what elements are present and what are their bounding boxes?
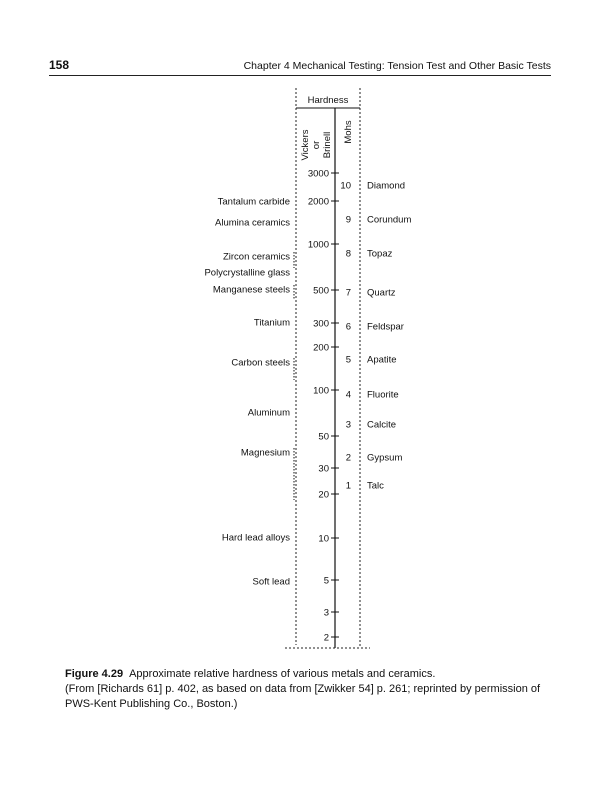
material-label: Soft lead bbox=[252, 576, 290, 588]
mineral-label: Apatite bbox=[367, 354, 397, 366]
caption-text: Approximate relative hardness of various metals and ceramics. bbox=[129, 668, 436, 680]
vickers-tick-label: 1000 bbox=[307, 239, 329, 251]
vickers-tick-label: 50 bbox=[318, 431, 329, 443]
figure-caption bbox=[65, 667, 565, 712]
mineral-label: Calcite bbox=[367, 419, 397, 431]
material-label: Manganese steels bbox=[212, 284, 290, 296]
mohs-tick-label: 10 bbox=[340, 180, 351, 192]
vickers-ticks bbox=[308, 169, 339, 644]
material-label: Titanium bbox=[253, 317, 290, 329]
vickers-column-header bbox=[300, 129, 333, 160]
vickers-tick-label: 300 bbox=[313, 318, 329, 330]
mineral-label: Quartz bbox=[367, 287, 396, 299]
material-label: Alumina ceramics bbox=[215, 217, 290, 229]
mohs-tick-label: 4 bbox=[345, 389, 351, 401]
material-label: Zircon ceramics bbox=[222, 251, 290, 263]
mineral-label: Diamond bbox=[367, 180, 406, 192]
running-header: Chapter 4 Mechanical Testing: Tension Test and Other Basic Tests bbox=[243, 60, 551, 72]
material-label: Hard lead alloys bbox=[221, 532, 290, 544]
mineral-label: Topaz bbox=[367, 248, 393, 260]
vickers-tick-label: 200 bbox=[313, 342, 329, 354]
mohs-tick-label: 8 bbox=[345, 248, 351, 260]
mineral-label: Corundum bbox=[367, 214, 412, 226]
material-labels bbox=[204, 197, 294, 588]
mineral-label: Talc bbox=[367, 480, 384, 492]
mineral-label: Fluorite bbox=[367, 389, 399, 401]
mohs-column-header: Mohs bbox=[343, 120, 354, 144]
material-label: Aluminum bbox=[247, 407, 290, 419]
vickers-header-line: Brinell bbox=[322, 131, 333, 159]
mohs-tick-label: 9 bbox=[345, 214, 351, 226]
caption-source: (From [Richards 61] p. 402, as based on data from [Zwikker 54] p. 261; reprinted by permission of PWS-Kent Publishing Co., Boston.) bbox=[65, 683, 541, 710]
mineral-label: Gypsum bbox=[367, 452, 403, 464]
mohs-tick-label: 6 bbox=[345, 321, 351, 333]
vickers-tick-label: 5 bbox=[323, 575, 329, 587]
vickers-tick-label: 2000 bbox=[307, 196, 329, 208]
mohs-ticks bbox=[340, 181, 411, 492]
mohs-tick-label: 1 bbox=[345, 480, 351, 492]
vickers-tick-label: 500 bbox=[313, 285, 329, 297]
caption-label: Figure 4.29 bbox=[65, 668, 124, 680]
vickers-header-line: or bbox=[311, 140, 322, 150]
page-number: 158 bbox=[49, 58, 70, 72]
vickers-tick-label: 10 bbox=[318, 533, 329, 545]
material-label: Magnesium bbox=[240, 447, 290, 459]
vickers-tick-label: 20 bbox=[318, 489, 329, 501]
material-label: Polycrystalline glass bbox=[204, 267, 290, 279]
material-label: Tantalum carbide bbox=[217, 196, 290, 208]
vickers-tick-label: 100 bbox=[313, 385, 329, 397]
figure-title: Hardness bbox=[307, 95, 349, 106]
mohs-tick-label: 2 bbox=[345, 452, 351, 464]
vickers-tick-label: 2 bbox=[323, 632, 329, 644]
mohs-tick-label: 5 bbox=[345, 354, 351, 366]
mineral-label: Feldspar bbox=[367, 321, 404, 333]
mohs-tick-label: 3 bbox=[345, 419, 351, 431]
material-label: Carbon steels bbox=[231, 357, 290, 369]
vickers-tick-label: 3000 bbox=[307, 168, 329, 180]
mohs-tick-label: 7 bbox=[345, 287, 351, 299]
vickers-tick-label: 3 bbox=[323, 607, 329, 619]
vickers-header-line: Vickers bbox=[300, 129, 311, 161]
vickers-tick-label: 30 bbox=[318, 463, 329, 475]
